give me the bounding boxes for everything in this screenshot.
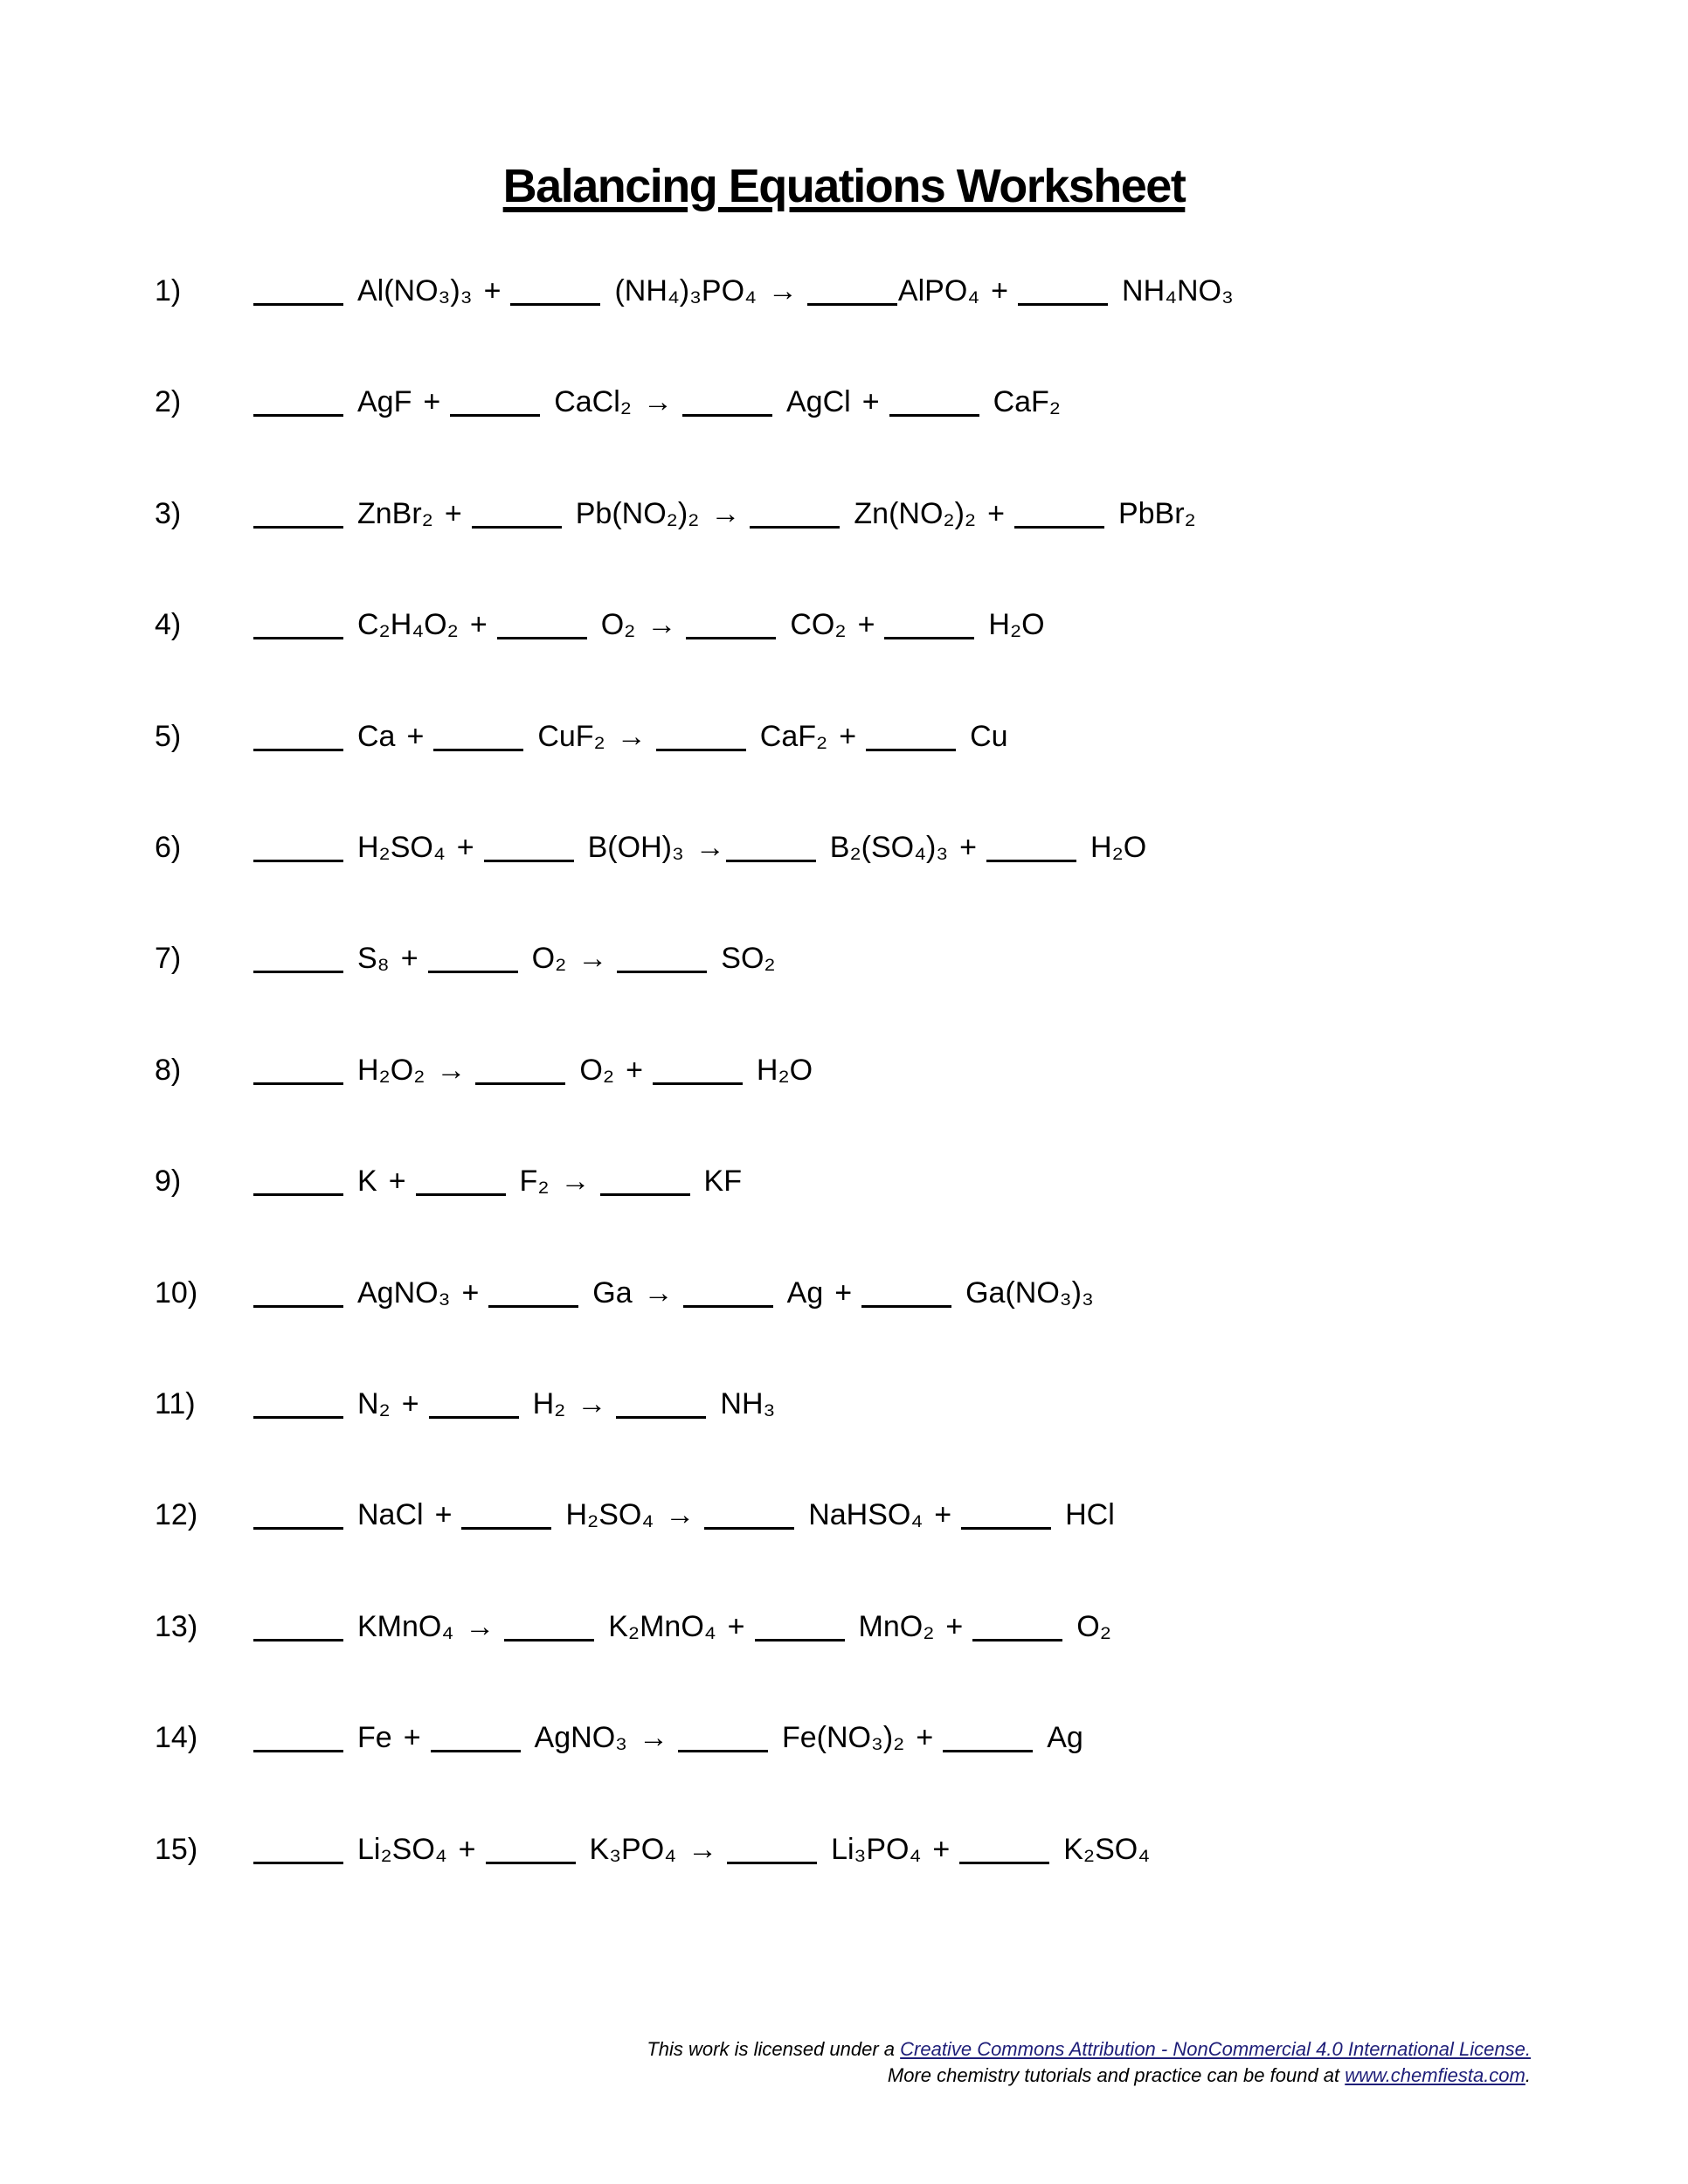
coefficient-blank <box>884 611 974 639</box>
equation-row <box>0 495 1688 606</box>
chemical-formula: Ag <box>786 1275 824 1310</box>
coefficient-blank <box>253 1167 343 1196</box>
chemical-formula: AgNO₃ <box>357 1275 451 1310</box>
coefficient-blank <box>253 1056 343 1085</box>
chemical-formula: CO₂ <box>790 608 847 642</box>
chemical-formula: Ga <box>592 1275 633 1310</box>
chemical-formula: H₂SO₄ <box>565 1498 654 1532</box>
chemical-formula: KMnO₄ <box>357 1609 454 1643</box>
coefficient-blank <box>253 1390 343 1419</box>
equation-row <box>0 1496 1688 1607</box>
chemical-formula: KF <box>703 1165 742 1199</box>
plus-operator: + <box>483 274 502 308</box>
chemical-formula: Li₂SO₄ <box>357 1832 447 1866</box>
chemical-formula: AgNO₃ <box>534 1721 627 1755</box>
coefficient-blank <box>600 1167 690 1196</box>
reaction-arrow: → <box>577 1387 607 1420</box>
coefficient-blank <box>253 500 343 529</box>
equation-row <box>0 1163 1688 1274</box>
chemical-formula: SO₂ <box>721 942 776 976</box>
coefficient-blank <box>1018 277 1108 306</box>
coefficient-blank <box>726 833 816 862</box>
equation-number: 11) <box>155 1387 196 1420</box>
plus-operator: + <box>932 1832 951 1866</box>
chemical-formula: NaCl <box>357 1498 424 1532</box>
coefficient-blank <box>683 1279 773 1308</box>
coefficient-blank <box>678 1724 768 1752</box>
coefficient-blank <box>807 277 897 306</box>
equation-row <box>0 384 1688 494</box>
equation-number: 7) <box>155 942 182 976</box>
coefficient-blank <box>972 1613 1062 1641</box>
coefficient-blank <box>961 1501 1051 1530</box>
chemical-formula: CaF₂ <box>993 385 1061 419</box>
plus-operator: + <box>991 274 1009 308</box>
plus-operator: + <box>458 1832 476 1866</box>
coefficient-blank <box>429 1390 519 1419</box>
chemical-formula: O₂ <box>531 942 567 976</box>
chemfiesta-period: . <box>1525 2063 1531 2086</box>
equation-row <box>0 718 1688 829</box>
chemical-formula: CaCl₂ <box>554 385 632 419</box>
chemfiesta-link[interactable]: www.chemfiesta.com <box>1345 2063 1525 2086</box>
chemical-formula: Cu <box>970 719 1008 753</box>
equation-row <box>0 1608 1688 1719</box>
equation-row <box>0 273 1688 384</box>
coefficient-blank <box>431 1724 521 1752</box>
coefficient-blank <box>616 1390 706 1419</box>
coefficient-blank <box>253 944 343 973</box>
chemical-formula: (NH₄)₃PO₄ <box>614 274 757 308</box>
plus-operator: + <box>959 831 978 865</box>
plus-operator: + <box>401 1387 419 1420</box>
chemical-formula: S₈ <box>357 942 390 976</box>
coefficient-blank <box>682 388 772 417</box>
equation-row <box>0 606 1688 717</box>
equation-number: 9) <box>155 1165 182 1199</box>
equation-number: 15) <box>155 1832 198 1866</box>
license-text: This work is licensed under a <box>647 2037 901 2060</box>
chemical-formula: K₂SO₄ <box>1063 1832 1151 1866</box>
coefficient-blank <box>253 1501 343 1530</box>
reaction-arrow: → <box>578 942 608 976</box>
coefficient-blank <box>889 388 979 417</box>
chemical-formula: Li₃PO₄ <box>831 1832 922 1866</box>
chemical-formula: B(OH)₃ <box>587 831 684 865</box>
chemical-formula: NH₃ <box>720 1387 776 1420</box>
chemical-formula: N₂ <box>357 1387 391 1420</box>
equation-number: 10) <box>155 1275 198 1310</box>
reaction-arrow: → <box>688 1832 718 1866</box>
chemical-formula: K₂MnO₄ <box>608 1609 716 1643</box>
chemical-formula: K <box>357 1165 377 1199</box>
reaction-arrow: → <box>638 1721 668 1755</box>
coefficient-blank <box>486 1835 576 1864</box>
coefficient-blank <box>253 722 343 751</box>
creative-commons-license-link[interactable]: Creative Commons Attribution - NonCommercial 4.0 International License. <box>900 2037 1531 2060</box>
equation-row <box>0 1386 1688 1496</box>
coefficient-blank <box>727 1835 817 1864</box>
plus-operator: + <box>406 719 425 753</box>
equation-number: 2) <box>155 385 182 419</box>
chemical-formula: PbBr₂ <box>1117 496 1196 530</box>
chemical-formula: ZnBr₂ <box>357 496 433 530</box>
plus-operator: + <box>434 1498 453 1532</box>
chemical-formula: CuF₂ <box>537 719 605 753</box>
plus-operator: + <box>423 385 441 419</box>
reaction-arrow: → <box>465 1609 495 1643</box>
chemical-formula: Pb(NO₂)₂ <box>575 496 700 530</box>
chemical-formula: H₂SO₄ <box>357 831 446 865</box>
chemical-formula: CaF₂ <box>759 719 828 753</box>
chemical-formula: Ga(NO₃)₃ <box>965 1275 1094 1310</box>
chemical-formula: AgF <box>357 385 412 419</box>
chemical-formula: O₂ <box>1076 1609 1111 1643</box>
reaction-arrow: → <box>647 608 677 642</box>
license-footer <box>0 2036 1688 2089</box>
plus-operator: + <box>400 942 419 976</box>
coefficient-blank <box>704 1501 794 1530</box>
coefficient-blank <box>510 277 600 306</box>
chemical-formula: Al(NO₃)₃ <box>357 274 473 308</box>
coefficient-blank <box>617 944 707 973</box>
plus-operator: + <box>834 1275 853 1310</box>
coefficient-blank <box>253 833 343 862</box>
reaction-arrow: → <box>560 1165 591 1199</box>
plus-operator: + <box>839 719 857 753</box>
chemical-formula: Ca <box>357 719 396 753</box>
chemical-formula: H₂ <box>532 1387 566 1420</box>
equation-row <box>0 1275 1688 1386</box>
coefficient-blank <box>861 1279 951 1308</box>
plus-operator: + <box>403 1721 421 1755</box>
equations-list <box>0 273 1688 1942</box>
coefficient-blank <box>686 611 776 639</box>
coefficient-blank <box>750 500 840 529</box>
plus-operator: + <box>456 831 474 865</box>
plus-operator: + <box>444 496 462 530</box>
coefficient-blank <box>1014 500 1104 529</box>
coefficient-blank <box>416 1167 506 1196</box>
coefficient-blank <box>253 1613 343 1641</box>
coefficient-blank <box>253 1279 343 1308</box>
coefficient-blank <box>497 611 587 639</box>
reaction-arrow: → <box>436 1053 467 1087</box>
coefficient-blank <box>253 388 343 417</box>
equation-row <box>0 1052 1688 1163</box>
chemical-formula: F₂ <box>519 1165 550 1199</box>
chemical-formula: H₂O₂ <box>357 1053 425 1087</box>
coefficient-blank <box>428 944 518 973</box>
coefficient-blank <box>253 277 343 306</box>
coefficient-blank <box>986 833 1076 862</box>
plus-operator: + <box>987 496 1005 530</box>
plus-operator: + <box>945 1609 964 1643</box>
coefficient-blank <box>253 611 343 639</box>
plus-operator: + <box>461 1275 480 1310</box>
license-line <box>0 2036 1531 2063</box>
equation-number: 1) <box>155 274 182 308</box>
reaction-arrow: → <box>695 831 725 865</box>
equation-number: 4) <box>155 608 182 642</box>
plus-operator: + <box>934 1498 952 1532</box>
coefficient-blank <box>656 722 746 751</box>
equation-row <box>0 940 1688 1051</box>
chemfiesta-line <box>0 2063 1531 2089</box>
equation-row <box>0 1719 1688 1830</box>
coefficient-blank <box>504 1613 594 1641</box>
equation-number: 5) <box>155 719 182 753</box>
reaction-arrow: → <box>643 385 673 419</box>
chemical-formula: K₃PO₄ <box>589 1832 677 1866</box>
chemical-formula: C₂H₄O₂ <box>357 608 459 642</box>
chemical-formula: AgCl <box>786 385 851 419</box>
coefficient-blank <box>959 1835 1049 1864</box>
chemical-formula: Fe(NO₃)₂ <box>781 1721 905 1755</box>
equation-number: 8) <box>155 1053 182 1087</box>
chemical-formula: Fe <box>357 1721 392 1755</box>
chemical-formula: O₂ <box>600 608 636 642</box>
equation-row <box>0 829 1688 940</box>
reaction-arrow: → <box>643 1275 674 1310</box>
plus-operator: + <box>388 1165 406 1199</box>
equation-number: 13) <box>155 1609 198 1643</box>
coefficient-blank <box>653 1056 743 1085</box>
coefficient-blank <box>450 388 540 417</box>
chemical-formula: Ag <box>1047 1721 1083 1755</box>
coefficient-blank <box>461 1501 551 1530</box>
coefficient-blank <box>475 1056 565 1085</box>
coefficient-blank <box>433 722 523 751</box>
chemical-formula: NH₄NO₃ <box>1122 274 1234 308</box>
equation-row <box>0 1831 1688 1942</box>
chemical-formula: O₂ <box>579 1053 615 1087</box>
chemical-formula: MnO₂ <box>858 1609 935 1643</box>
reaction-arrow: → <box>767 274 798 308</box>
chemical-formula: HCl <box>1065 1498 1115 1532</box>
coefficient-blank <box>472 500 562 529</box>
coefficient-blank <box>484 833 574 862</box>
reaction-arrow: → <box>616 719 647 753</box>
coefficient-blank <box>488 1279 578 1308</box>
plus-operator: + <box>727 1609 745 1643</box>
chemical-formula: B₂(SO₄)₃ <box>829 831 949 865</box>
reaction-arrow: → <box>665 1498 695 1532</box>
chemical-formula: H₂O <box>988 608 1045 642</box>
coefficient-blank <box>253 1724 343 1752</box>
coefficient-blank <box>866 722 956 751</box>
chemical-formula: H₂O <box>756 1053 813 1087</box>
equation-number: 3) <box>155 496 182 530</box>
equation-number: 12) <box>155 1498 198 1532</box>
plus-operator: + <box>626 1053 643 1087</box>
coefficient-blank <box>943 1724 1033 1752</box>
plus-operator: + <box>469 608 488 642</box>
coefficient-blank <box>253 1835 343 1864</box>
coefficient-blank <box>755 1613 845 1641</box>
plus-operator: + <box>861 385 880 419</box>
equation-number: 14) <box>155 1721 198 1755</box>
chemical-formula: Zn(NO₂)₂ <box>854 496 977 530</box>
reaction-arrow: → <box>710 496 741 530</box>
chemical-formula: NaHSO₄ <box>808 1498 924 1532</box>
page-title: Balancing Equations Worksheet <box>502 160 1186 212</box>
equation-number: 6) <box>155 831 182 865</box>
chemical-formula: AlPO₄ <box>897 274 980 308</box>
chemfiesta-text: More chemistry tutorials and practice can be found at <box>887 2063 1346 2086</box>
plus-operator: + <box>857 608 875 642</box>
chemical-formula: H₂O <box>1090 831 1147 865</box>
plus-operator: + <box>916 1721 934 1755</box>
